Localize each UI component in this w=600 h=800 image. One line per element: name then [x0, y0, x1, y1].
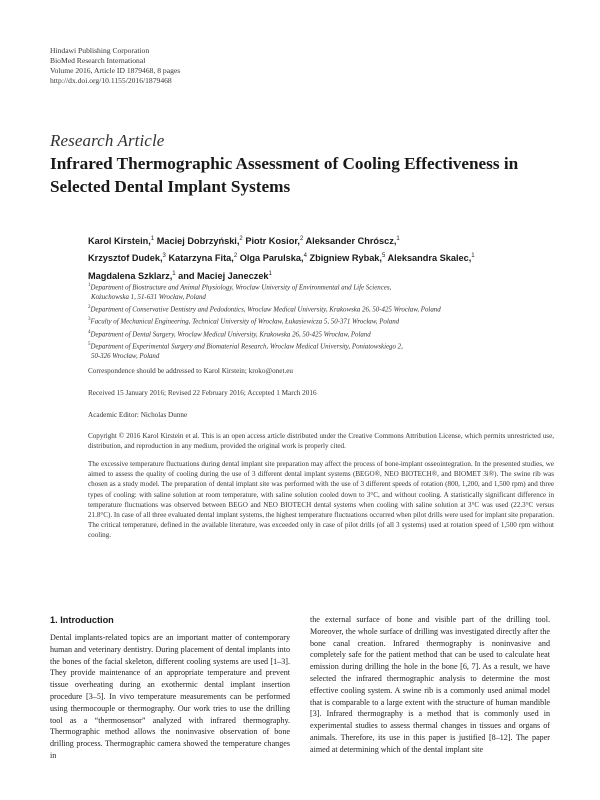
publisher-name: Hindawi Publishing Corporation	[50, 46, 150, 55]
author-affil-ref: 2	[299, 236, 304, 242]
author-name: and Maciej Janeczek	[178, 270, 269, 281]
affiliation-2	[88, 303, 568, 315]
body-paragraph: the external surface of bone and visible part of the drilling tool. Moreover, the whole surface of drilling was investigated directly after the bone canal creation. Infrared thermography is noninvasive and completely safe for the patient method that can be used to calculate heat emission during drilling the hole in the bone [6, 7]. As a result, we have selected the infrared thermographic analysis to determine the most effective cooling system. A swine rib is a commonly used animal model that is comparable to a large extent with the structure of human mandible [3]. Infrared thermography is a method that is commonly used in experimental studies to assess thermal changes in tissues and organs of animals. Therefore, its use in this paper is justified [8–12]. The paper aimed at determining which of the dental implant site	[310, 615, 550, 754]
academic-editor: Academic Editor: Nicholas Dunne	[88, 411, 188, 419]
affiliation-3	[88, 315, 568, 327]
author-affil-ref: 1	[150, 236, 155, 242]
author-line-1	[88, 232, 558, 249]
journal-header	[50, 46, 180, 86]
affiliation-number: 2	[88, 304, 91, 310]
author-name: Magdalena Szklarz,	[88, 270, 173, 281]
doi-link[interactable]: http://dx.doi.org/10.1155/2016/1879468	[50, 76, 172, 85]
affiliation-text-cont: Kożuchowska 1, 51-631 Wrocław, Poland	[91, 293, 206, 301]
author-affil-ref: 2	[239, 236, 243, 242]
affiliation-1	[88, 281, 568, 302]
affiliation-number: 4	[88, 329, 91, 335]
author-name: Olga Parulska,	[239, 253, 304, 264]
author-name: Katarzyna Fita,	[168, 253, 234, 264]
volume-info: Volume 2016, Article ID 1879468, 8 pages	[50, 66, 181, 75]
affiliation-text: Department of Biostructure and Animal Physiology, Wroclaw University of Environmental and Life Sciences,	[90, 284, 392, 292]
author-affil-ref: 1	[471, 253, 475, 260]
abstract-text: The excessive temperature fluctuations during dental implant site preparation may affect the process of bone-implant osseointegration. In the presented studies, we aimed to assess the quality of cooling during the use of 3 different dental implant systems (BEGO®, NEO BIOTECH®, and BIOMET 3i®). The swine rib was chosen as a study model. The preparation of dental implant site was performed with the use of 3 different speeds of rotation (800, 1,200, and 1,500 rpm) and three types of cooling: with saline solution at room temperature, with saline solution cooled down to 3°C, and without cooling. A statistically significant difference in temperature fluctuations was observed between BEGO and NEO BIOTECH dental systems when cooling with saline solution at 3°C was used (22.3°C versus 21.8°C). In case of all three evaluated dental implant systems, the highest temperature fluctuations occurred when pilot drills were used for implant site preparation. The critical temperature, defined in the available literature, was exceeded only in case of pilot drills (of all 3 systems) used at rotation speed of 1,500 rpm without cooling.	[88, 460, 554, 540]
author-list	[88, 232, 558, 284]
author-name: Zbigniew Rybak,	[309, 253, 382, 264]
affiliation-text: Department of Experimental Surgery and Biomaterial Research, Wroclaw Medical University, Poniatowskiego 2,	[90, 343, 403, 351]
author-name: Aleksandra Skalec,	[387, 253, 472, 264]
body-paragraph: Dental implants-related topics are an important matter of contemporary human and veterinary dentistry. During placement of dental implants into the bones of the facial skeleton, different cooling systems are used [1–3]. They provide maintenance of an appropriate temperature and prevent tissue overheating during an exothermic dental implant insertion procedure [3–5]. In vivo temperature measurements can be performed using thermocouple or thermography. Our work tries to use the drilling tool as a “thermosensor” analyzed with infrared thermography. Thermographic method allows the noninvasive observation of bone drilling process. Thermographic camera showed the temperature changes in	[50, 633, 290, 760]
affiliation-text: Faculty of Mechanical Engineering, Technical University of Wrocław, Łukasiewicza 5, 50-371 Wrocław, Poland	[90, 318, 400, 326]
author-name: Piotr Kosior,	[245, 236, 300, 247]
author-affil-ref: 5	[381, 253, 386, 260]
author-affil-ref: 1	[172, 270, 176, 277]
author-name: Karol Kirstein,	[88, 236, 151, 247]
body-column-right	[310, 614, 550, 756]
affiliation-text-cont: 50-326 Wrocław, Poland	[91, 353, 160, 361]
author-name: Aleksander Chróscz,	[305, 236, 397, 247]
affiliation-number: 3	[88, 317, 91, 323]
author-affil-ref: 3	[162, 253, 166, 260]
affiliation-list	[88, 281, 568, 362]
correspondence-note: Correspondence should be addressed to Karol Kirstein; kroko@onet.eu	[88, 367, 294, 375]
copyright-notice: Copyright © 2016 Karol Kirstein et al. This is an open access article distributed under the Creative Commons Attribution License, which permits unrestricted use, distribution, and reproduction in any medium, provided the original work is properly cited.	[88, 432, 554, 451]
author-affil-ref: 1	[268, 270, 272, 277]
author-affil-ref: 1	[396, 236, 400, 242]
affiliation-text: Department of Dental Surgery, Wroclaw Medical University, Krakowska 26, 50-425 Wrocław, Poland	[90, 331, 371, 339]
affiliation-text: Department of Conservative Dentistry and Pedodontics, Wroclaw Medical University, Krakowska 26, 50-425 Wrocław, Poland	[90, 306, 441, 314]
author-affil-ref: 2	[233, 253, 238, 260]
author-name: Maciej Dobrzyński,	[156, 236, 240, 247]
affiliation-number: 5	[88, 342, 91, 348]
author-name: Krzysztof Dudek,	[88, 253, 163, 264]
article-type: Research Article	[50, 131, 165, 150]
author-affil-ref: 4	[303, 253, 307, 260]
section-heading: 1. Introduction	[50, 615, 114, 625]
affiliation-number: 1	[88, 283, 91, 288]
author-line-2	[88, 249, 558, 266]
body-column-left	[50, 632, 290, 762]
journal-name: BioMed Research International	[50, 56, 146, 65]
affiliation-5	[88, 340, 568, 361]
received-dates: Received 15 January 2016; Revised 22 February 2016; Accepted 1 March 2016	[88, 389, 317, 397]
article-title: Infrared Thermographic Assessment of Cooling Effectiveness in Selected Dental Implant Systems	[50, 154, 519, 196]
affiliation-4	[88, 328, 568, 340]
